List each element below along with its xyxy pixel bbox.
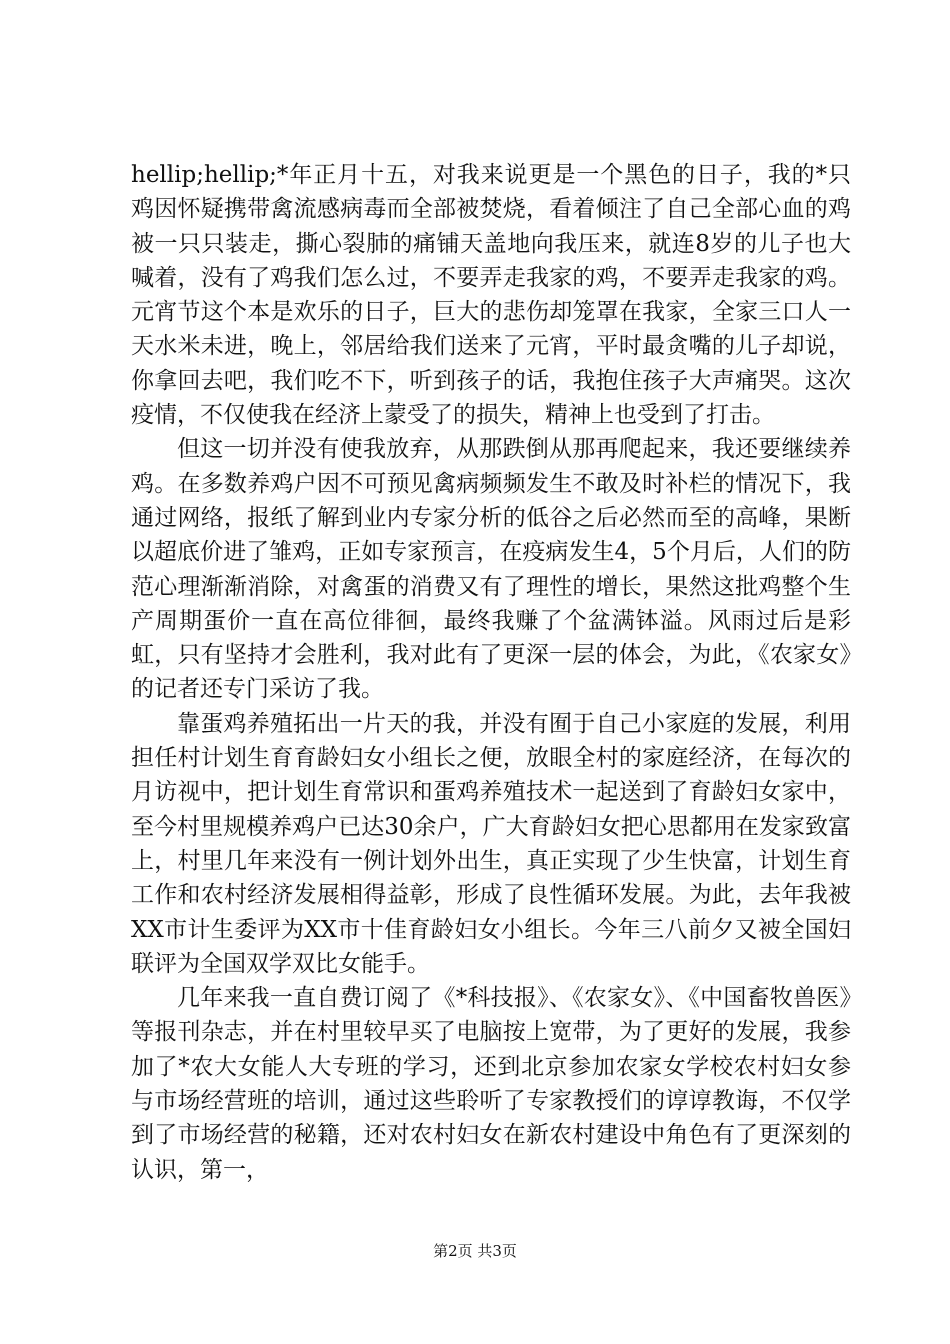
page-footer: 第2页 共3页 xyxy=(433,1242,517,1260)
paragraph-4: 几年来我一直自费订阅了《*科技报》、《农家女》、《中国畜牧兽医》等报刊杂志，并在村里较早买了电脑按上宽带，为了更好的发展，我参加了*农大女能人大专班的学习，还到北京参加农家女学校农村妇女参与市场经营班的培训，通过这些聆听了专家教授们的谆谆教诲，不仅学到了市场经营的秘籍，还对农村妇女在新农村建设中角色有了更深刻的认识，第一， xyxy=(131,985,851,1183)
document-body xyxy=(131,158,851,1187)
paragraph-3: 靠蛋鸡养殖拓出一片天的我，并没有囿于自己小家庭的发展，利用担任村计划生育育龄妇女小组长之便，放眼全村的家庭经济，在每次的月访视中，把计划生育常识和蛋鸡养殖技术一起送到了育龄妇女家中，至今村里规模养鸡户已达30余户，广大育龄妇女把心思都用在发家致富上，村里几年来没有一例计划外出生，真正实现了少生快富，计划生育工作和农村经济发展相得益彰，形成了良性循环发展。为此，去年我被XX市计生委评为XX市十佳育龄妇女小组长。今年三八前夕又被全国妇联评为全国双学双比女能手。 xyxy=(131,710,851,977)
paragraph-1: hellip;hellip;*年正月十五，对我来说更是一个黑色的日子，我的*只鸡因怀疑携带禽流感病毒而全部被焚烧，看着倾注了自己全部心血的鸡被一只只装走，撕心裂肺的痛铺天盖地向我压来，就连8岁的儿子也大喊着，没有了鸡我们怎么过，不要弄走我家的鸡，不要弄走我家的鸡。元宵节这个本是欢乐的日子，巨大的悲伤却笼罩在我家，全家三口人一天水米未进，晚上，邻居给我们送来了元宵，平时最贪嘴的儿子却说，你拿回去吧，我们吃不下，听到孩子的话，我抱住孩子大声痛哭。这次疫情，不仅使我在经济上蒙受了的损失，精神上也受到了打击。 xyxy=(131,162,851,429)
paragraph-2: 但这一切并没有使我放弃，从那跌倒从那再爬起来，我还要继续养鸡。在多数养鸡户因不可预见禽病频频发生不敢及时补栏的情况下，我通过网络，报纸了解到业内专家分析的低谷之后必然而至的高峰，果断以超底价进了雏鸡，正如专家预言，在疫病发生4，5个月后，人们的防范心理渐渐消除，对禽蛋的消费又有了理性的增长，果然这批鸡整个生产周期蛋价一直在高位徘徊，最终我赚了个盆满钵溢。风雨过后是彩虹，只有坚持才会胜利，我对此有了更深一层的体会，为此，《农家女》的记者还专门采访了我。 xyxy=(131,436,851,703)
